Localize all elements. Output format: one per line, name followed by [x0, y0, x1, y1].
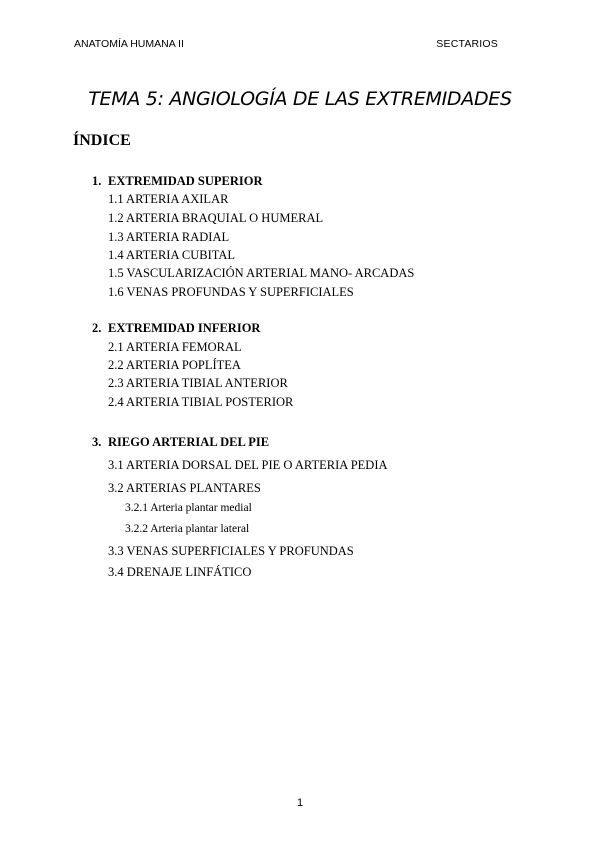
- section-2-label: EXTREMIDAD INFERIOR: [108, 321, 261, 335]
- toc-item-1-1: 1.1 ARTERIA AXILAR: [108, 192, 229, 206]
- section-1-number: 1.: [92, 174, 102, 188]
- index-heading: ÍNDICE: [73, 132, 131, 149]
- section-3-number: 3.: [92, 435, 102, 449]
- page-number: 1: [296, 797, 304, 809]
- section-1-title: [92, 174, 263, 189]
- document-title: TEMA 5: ANGIOLOGÍA DE LAS EXTREMIDADES: [88, 88, 512, 110]
- toc-item-3-2-1: 3.2.1 Arteria plantar medial: [125, 502, 252, 514]
- toc-item-2-2: 2.2 ARTERIA POPLÍTEA: [108, 358, 241, 372]
- toc-item-1-4: 1.4 ARTERIA CUBITAL: [108, 248, 236, 262]
- toc-item-3-4: 3.4 DRENAJE LINFÁTICO: [108, 565, 252, 579]
- toc-item-2-1: 2.1 ARTERIA FEMORAL: [108, 340, 242, 354]
- toc-item-2-3: 2.3 ARTERIA TIBIAL ANTERIOR: [108, 376, 288, 390]
- toc-item-1-2: 1.2 ARTERIA BRAQUIAL O HUMERAL: [108, 211, 324, 225]
- page-header: [74, 38, 498, 52]
- toc-item-3-1: 3.1 ARTERIA DORSAL DEL PIE O ARTERIA PEDIA: [108, 458, 388, 472]
- toc-item-1-3: 1.3 ARTERIA RADIAL: [108, 230, 230, 244]
- toc-item-2-4: 2.4 ARTERIA TIBIAL POSTERIOR: [108, 395, 294, 409]
- section-3-title: [92, 435, 269, 450]
- toc-item-3-3: 3.3 VENAS SUPERFICIALES Y PROFUNDAS: [108, 544, 354, 558]
- header-author: SECTARIOS: [436, 38, 498, 50]
- section-2-number: 2.: [92, 321, 102, 335]
- section-2-title: [92, 321, 260, 336]
- toc-item-1-6: 1.6 VENAS PROFUNDAS Y SUPERFICIALES: [108, 285, 354, 299]
- toc-item-1-5: 1.5 VASCULARIZACIÓN ARTERIAL MANO- ARCADAS: [108, 266, 415, 280]
- toc-item-3-2: 3.2 ARTERIAS PLANTARES: [108, 481, 261, 495]
- toc-item-3-2-2: 3.2.2 Arteria plantar lateral: [125, 523, 250, 535]
- section-3-label: RIEGO ARTERIAL DEL PIE: [108, 435, 270, 449]
- section-1-label: EXTREMIDAD SUPERIOR: [108, 174, 263, 188]
- header-course: ANATOMÍA HUMANA II: [74, 38, 184, 50]
